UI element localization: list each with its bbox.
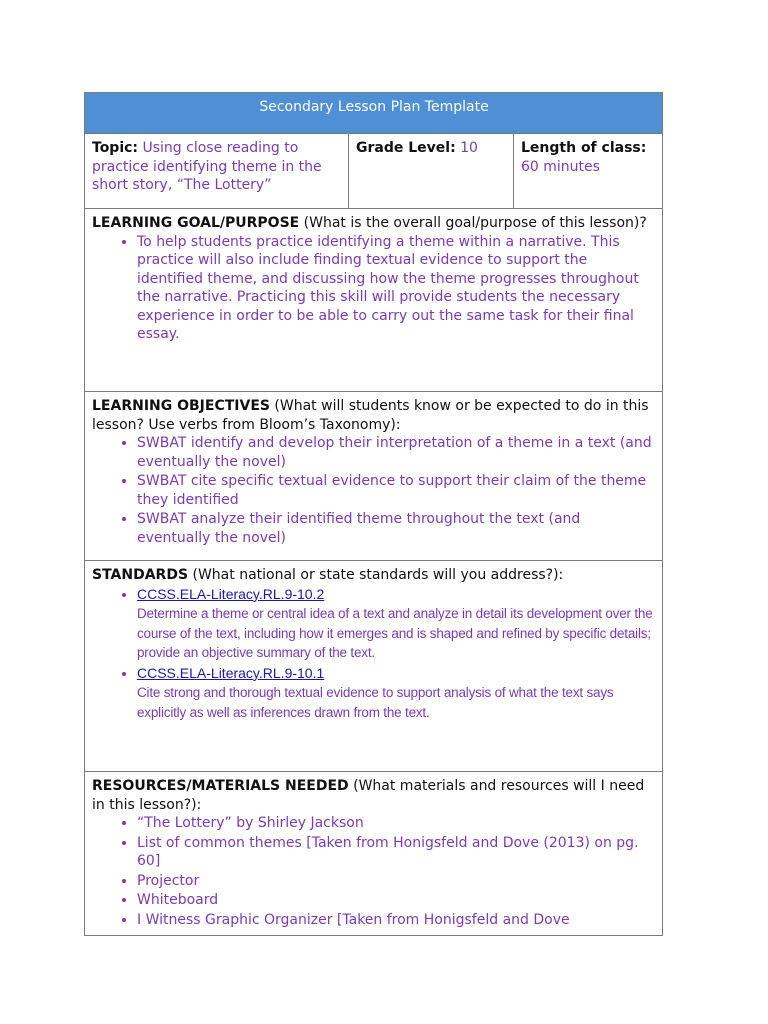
goal-prompt: (What is the overall goal/purpose of this lesson)?	[303, 215, 647, 231]
objective-item: • SWBAT cite specific textual evidence to support their claim of the theme they identified	[137, 472, 656, 509]
standards-section	[85, 561, 663, 772]
standards-label: STANDARDS	[92, 567, 189, 583]
grade-label: Grade Level:	[356, 140, 456, 156]
resources-section	[85, 772, 663, 936]
objectives-label: LEARNING OBJECTIVES	[92, 398, 270, 414]
resource-item: • List of common themes [Taken from Honigsfeld and Dove (2013) on pg. 60]	[137, 834, 656, 871]
resources-prompt: (What materials and resources will I need in this lesson?):	[92, 778, 645, 813]
standards-list	[92, 585, 656, 723]
objective-item: • SWBAT analyze their identified theme throughout the text (and eventually the novel)	[137, 510, 656, 547]
resource-item: • Projector	[137, 872, 656, 891]
topic-label: Topic:	[92, 140, 139, 156]
resources-label: RESOURCES/MATERIALS NEEDED	[92, 778, 349, 794]
learning-goal-section	[85, 209, 663, 392]
standard-item	[137, 664, 656, 723]
resources-list	[92, 814, 656, 929]
length-value: 60 minutes	[521, 158, 600, 175]
objective-item: • SWBAT identify and develop their interpretation of a theme in a text (and eventually the novel)	[137, 434, 656, 471]
learning-objectives-section	[85, 392, 663, 561]
goal-label: LEARNING GOAL/PURPOSE	[92, 215, 300, 231]
objectives-prompt: (What will students know or be expected to do in this lesson? Use verbs from Bloom’s Taxonomy):	[92, 398, 649, 433]
goal-list	[92, 233, 656, 344]
standards-prompt: (What national or state standards will you address?):	[192, 567, 564, 583]
length-label: Length of class:	[521, 140, 647, 156]
goal-item: • To help students practice identifying a theme within a narrative. This practice will also include finding textual evidence to support the identified theme, and discussing how the theme progresses throughout the narrative. Practicing this skill will provide students the necessary experience in order to be able to carry out the same task for their final essay.	[137, 233, 656, 344]
standard-link[interactable]: CCSS.ELA-Literacy.RL.9-10.1	[137, 664, 325, 681]
grade-value: 10	[460, 140, 478, 156]
grade-cell	[349, 134, 514, 209]
standard-link[interactable]: CCSS.ELA-Literacy.RL.9-10.2	[137, 585, 325, 602]
length-cell	[514, 134, 663, 209]
resource-item: • “The Lottery” by Shirley Jackson	[137, 814, 656, 833]
resource-item: • I Witness Graphic Organizer [Taken from Honigsfeld and Dove	[137, 911, 656, 930]
topic-value: Using close reading to practice identifying theme in the short story, “The Lottery”	[92, 140, 322, 193]
objectives-list	[92, 434, 656, 547]
standard-item	[137, 585, 656, 663]
resource-item: • Whiteboard	[137, 891, 656, 910]
lesson-plan-table	[84, 92, 663, 936]
page-title: Secondary Lesson Plan Template	[85, 93, 663, 134]
standard-description: Cite strong and thorough textual evidence to support analysis of what the text says explicitly as well as inferences drawn from the text.	[137, 685, 614, 720]
standard-description: Determine a theme or central idea of a text and analyze in detail its development over the course of the text, including how it emerges and is shaped and refined by specific details; provide an objective summary of the text.	[137, 606, 653, 660]
topic-cell	[85, 134, 349, 209]
